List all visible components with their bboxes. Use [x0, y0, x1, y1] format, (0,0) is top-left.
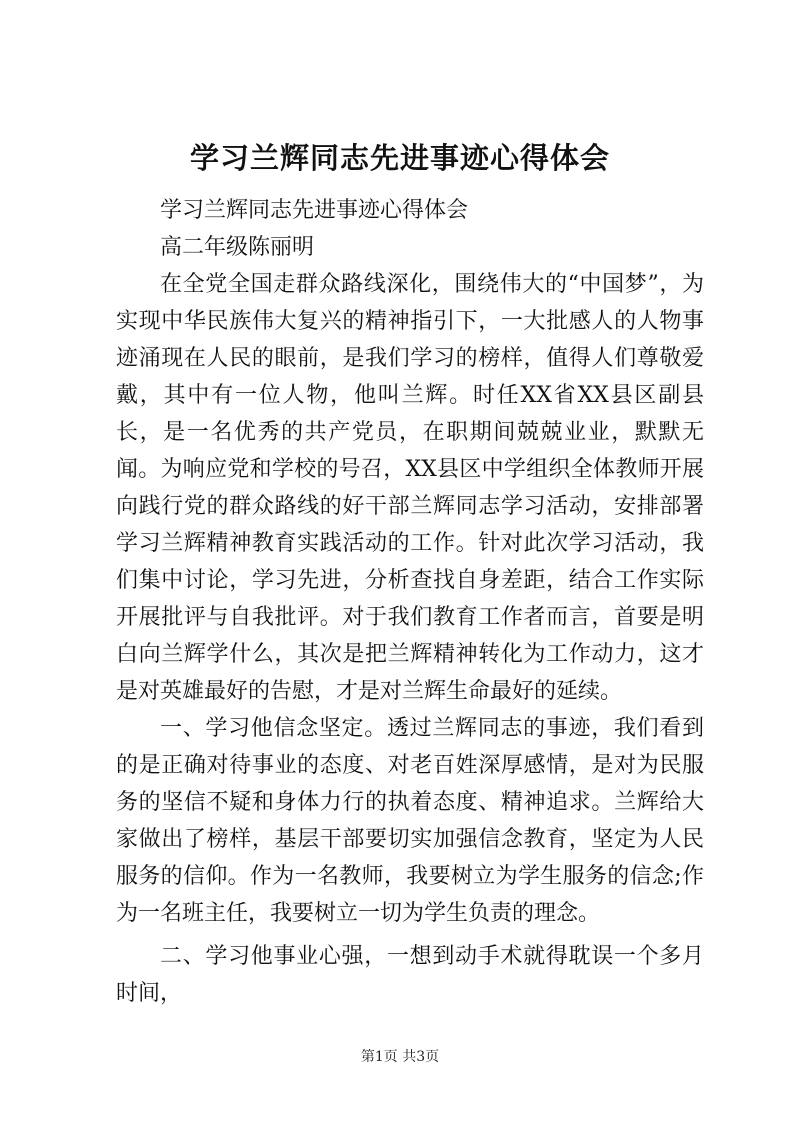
author-line: 高二年级陈丽明: [160, 235, 315, 260]
page-title: 学习兰辉同志先进事迹心得体会: [189, 141, 610, 175]
subtitle-line: 学习兰辉同志先进事迹心得体会: [160, 198, 469, 223]
document-body: [116, 192, 704, 1012]
paragraph-section-2: 二、学习他事业心强，一想到动手术就得耽误一个多月时间，: [116, 944, 704, 1006]
paragraph-section-1: 一、学习他信念坚定。透过兰辉同志的事迹，我们看到的是正确对待事业的态度、对老百姓深厚感情，是对为民服务的坚信不疑和身体力行的执着态度、精神追求。兰辉给大家做出了榜样，基层干部要切实加强信念教育，坚定为人民服务的信仰。作为一名教师，我要树立为学生服务的信念;作为一名班主任，我要树立一切为学生负责的理念。: [116, 716, 704, 926]
page-number-footer: 第1页 共3页: [360, 1049, 440, 1065]
paragraph-intro: 在全党全国走群众路线深化，围绕伟大的“中国梦”，为实现中华民族伟大复兴的精神指引下，一大批感人的人物事迹涌现在人民的眼前，是我们学习的榜样，值得人们尊敬爱戴，其中有一位人物，他叫兰辉。时任XX省XX县区副县长，是一名优秀的共产党员，在职期间兢兢业业，默默无闻。为响应党和学校的号召，XX县区中学组织全体教师开展向践行党的群众路线的好干部兰辉同志学习活动，安排部署学习兰辉精神教育实践活动的工作。针对此次学习活动，我们集中讨论，学习先进，分析查找自身差距，结合工作实际开展批评与自我批评。对于我们教育工作者而言，首要是明白向兰辉学什么，其次是把兰辉精神转化为工作动力，这才是对英雄最好的告慰，才是对兰辉生命最好的延续。: [116, 272, 704, 704]
